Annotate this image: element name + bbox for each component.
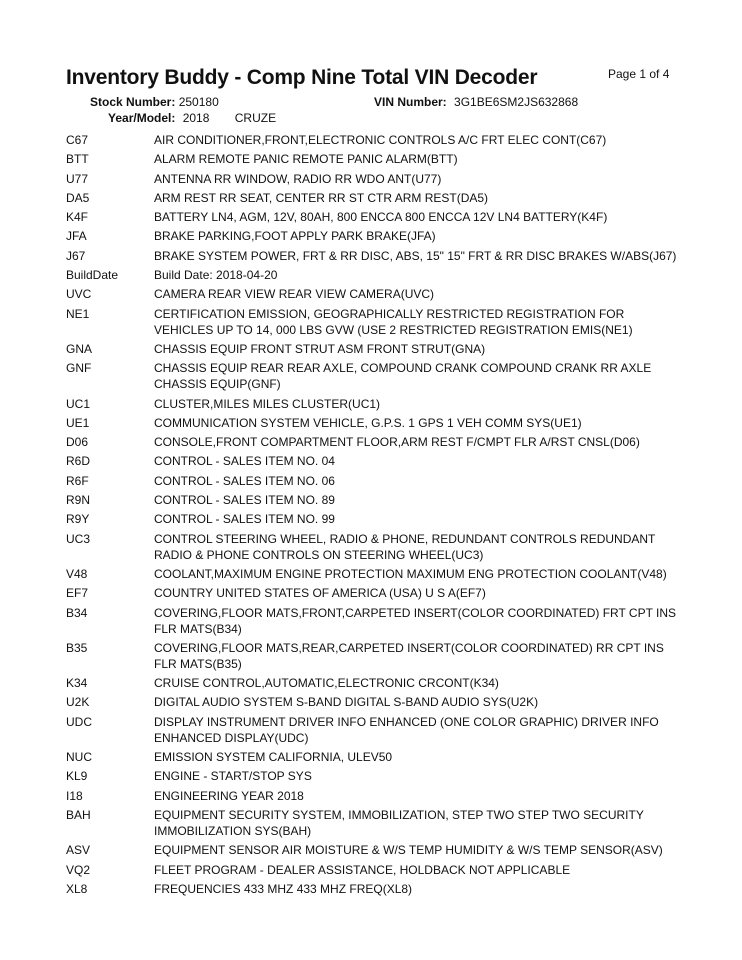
year-model-label: Year/Model: [108, 111, 176, 125]
option-description: CLUSTER,MILES MILES CLUSTER(UC1) [154, 396, 381, 411]
option-description: CONSOLE,FRONT COMPARTMENT FLOOR,ARM REST F/CMPT FLR A/RST CNSL(D06) [154, 435, 640, 450]
option-description: FREQUENCIES 433 MHZ 433 MHZ FREQ(XL8) [154, 881, 413, 896]
option-code: J67 [66, 248, 86, 263]
stock-number-label: Stock Number: [90, 95, 176, 109]
list-item [66, 881, 686, 897]
year-model [108, 111, 276, 125]
option-code: GNF [66, 361, 92, 376]
option-code: UDC [66, 714, 92, 729]
list-item [66, 434, 686, 450]
option-description: ALARM REMOTE PANIC REMOTE PANIC ALARM(BTT) [154, 152, 458, 167]
list-item [66, 415, 686, 431]
list-item [66, 640, 686, 672]
option-description: DIGITAL AUDIO SYSTEM S-BAND DIGITAL S-BAND AUDIO SYS(U2K) [154, 695, 539, 710]
option-description: CONTROL - SALES ITEM NO. 89 [154, 493, 335, 508]
list-item [66, 788, 686, 804]
list-item [66, 585, 686, 601]
option-code: KL9 [66, 769, 88, 784]
list-item [66, 768, 686, 784]
page-title: Inventory Buddy - Comp Nine Total VIN Decoder [66, 66, 538, 89]
list-item [66, 807, 686, 839]
list-item [66, 360, 686, 392]
option-description: ENGINE - START/STOP SYS [154, 769, 312, 784]
option-description: CONTROL - SALES ITEM NO. 04 [154, 454, 335, 469]
option-description: CRUISE CONTROL,AUTOMATIC,ELECTRONIC CRCONT(K34) [154, 676, 499, 691]
option-description: ANTENNA RR WINDOW, RADIO RR WDO ANT(U77) [154, 171, 442, 186]
option-description: Build Date: 2018-04-20 [154, 268, 278, 283]
option-description: EQUIPMENT SECURITY SYSTEM, IMMOBILIZATION, STEP TWO STEP TWO SECURITY IMMOBILIZATION SYS(BAH) [154, 807, 644, 838]
option-description: CHASSIS EQUIP REAR REAR AXLE, COMPOUND CRANK COMPOUND CRANK RR AXLE CHASSIS EQUIP(GNF) [154, 361, 652, 392]
option-code: B35 [66, 640, 88, 655]
page-number: Page 1 of 4 [608, 67, 670, 81]
option-code: R9Y [66, 512, 90, 527]
list-item [66, 473, 686, 489]
option-code: K34 [66, 676, 88, 691]
model-value: CRUZE [234, 111, 277, 125]
option-description: DISPLAY INSTRUMENT DRIVER INFO ENHANCED (ONE COLOR GRAPHIC) DRIVER INFO ENHANCED DISPLAY(UDC) [154, 714, 659, 745]
vin-number [374, 95, 578, 109]
list-item [66, 492, 686, 508]
option-code: DA5 [66, 190, 90, 205]
option-description: ENGINEERING YEAR 2018 [154, 788, 304, 803]
option-code: V48 [66, 566, 88, 581]
option-code: C67 [66, 133, 89, 147]
option-description: ARM REST RR SEAT, CENTER RR ST CTR ARM REST(DA5) [154, 190, 489, 205]
option-code: R6D [66, 454, 91, 469]
list-item [66, 306, 686, 338]
list-item [66, 248, 686, 264]
list-item [66, 862, 686, 878]
option-description: BRAKE PARKING,FOOT APPLY PARK BRAKE(JFA) [154, 229, 436, 244]
stock-number-value: 250180 [178, 95, 219, 109]
option-code: BuildDate [66, 268, 119, 283]
option-description: CERTIFICATION EMISSION, GEOGRAPHICALLY RESTRICTED REGISTRATION FOR VEHICLES UP TO 14, 000 LBS GVW (USE 2 RESTRICTED REGISTRATION EMIS(NE1) [154, 306, 633, 337]
option-code: U2K [66, 695, 90, 710]
option-description: COUNTRY UNITED STATES OF AMERICA (USA) U S A(EF7) [154, 586, 486, 601]
option-code: B34 [66, 605, 88, 620]
option-description: COOLANT,MAXIMUM ENGINE PROTECTION MAXIMUM ENG PROTECTION COOLANT(V48) [154, 566, 667, 581]
option-description: BATTERY LN4, AGM, 12V, 80AH, 800 ENCCA 800 ENCCA 12V LN4 BATTERY(K4F) [154, 210, 608, 225]
option-code: UVC [66, 287, 92, 302]
option-code: UE1 [66, 415, 90, 430]
option-description: FLEET PROGRAM - DEALER ASSISTANCE, HOLDBACK NOT APPLICABLE [154, 862, 571, 877]
list-item [66, 190, 686, 206]
option-description: AIR CONDITIONER,FRONT,ELECTRONIC CONTROLS A/C FRT ELEC CONT(C67) [154, 133, 607, 147]
option-description: CHASSIS EQUIP FRONT STRUT ASM FRONT STRUT(GNA) [154, 341, 486, 356]
list-item [66, 566, 686, 582]
option-code: VQ2 [66, 862, 91, 877]
option-code: R6F [66, 473, 89, 488]
list-item [66, 209, 686, 225]
option-code: D06 [66, 435, 89, 450]
list-item [66, 749, 686, 765]
option-code: XL8 [66, 881, 88, 896]
option-code: BAH [66, 807, 91, 822]
option-description: CONTROL - SALES ITEM NO. 06 [154, 473, 335, 488]
option-code: R9N [66, 493, 91, 508]
option-code: I18 [66, 788, 83, 803]
option-code: NUC [66, 750, 92, 765]
list-item [66, 171, 686, 187]
list-item [66, 132, 686, 148]
option-code: ASV [66, 843, 91, 858]
option-code: U77 [66, 171, 89, 186]
vin-number-label: VIN Number: [374, 95, 447, 109]
option-description: COMMUNICATION SYSTEM VEHICLE, G.P.S. 1 GPS 1 VEH COMM SYS(UE1) [154, 415, 582, 430]
list-item [66, 842, 686, 858]
option-description: BRAKE SYSTEM POWER, FRT & RR DISC, ABS, 15" 15" FRT & RR DISC BRAKES W/ABS(J67) [154, 248, 677, 263]
option-description: CONTROL STEERING WHEEL, RADIO & PHONE, REDUNDANT CONTROLS REDUNDANT RADIO & PHONE CONTROLS ON STEERING WHEEL(UC3) [154, 531, 656, 562]
stock-number [90, 95, 219, 109]
list-item [66, 714, 686, 746]
option-code-list [66, 132, 686, 900]
list-item [66, 341, 686, 357]
option-code: JFA [66, 229, 87, 244]
list-item [66, 151, 686, 167]
option-description: COVERING,FLOOR MATS,FRONT,CARPETED INSERT(COLOR COORDINATED) FRT CPT INS FLR MATS(B34) [154, 605, 677, 636]
option-description: COVERING,FLOOR MATS,REAR,CARPETED INSERT(COLOR COORDINATED) RR CPT INS FLR MATS(B35) [154, 640, 664, 671]
list-item [66, 267, 686, 283]
list-item [66, 675, 686, 691]
option-code: UC1 [66, 396, 91, 411]
option-description: CAMERA REAR VIEW REAR VIEW CAMERA(UVC) [154, 287, 435, 302]
option-code: NE1 [66, 306, 90, 321]
list-item [66, 396, 686, 412]
option-description: CONTROL - SALES ITEM NO. 99 [154, 512, 335, 527]
option-code: BTT [66, 152, 89, 167]
option-description: EQUIPMENT SENSOR AIR MOISTURE & W/S TEMP HUMIDITY & W/S TEMP SENSOR(ASV) [154, 843, 663, 858]
list-item [66, 286, 686, 302]
list-item [66, 605, 686, 637]
option-description: EMISSION SYSTEM CALIFORNIA, ULEV50 [154, 750, 393, 765]
option-code: EF7 [66, 586, 89, 601]
year-value: 2018 [182, 111, 210, 125]
option-code: K4F [66, 210, 89, 225]
vin-number-value: 3G1BE6SM2JS632868 [454, 95, 579, 109]
list-item [66, 511, 686, 527]
option-code: UC3 [66, 531, 91, 546]
list-item [66, 531, 686, 563]
list-item [66, 694, 686, 710]
list-item [66, 453, 686, 469]
list-item [66, 228, 686, 244]
option-code: GNA [66, 341, 93, 356]
